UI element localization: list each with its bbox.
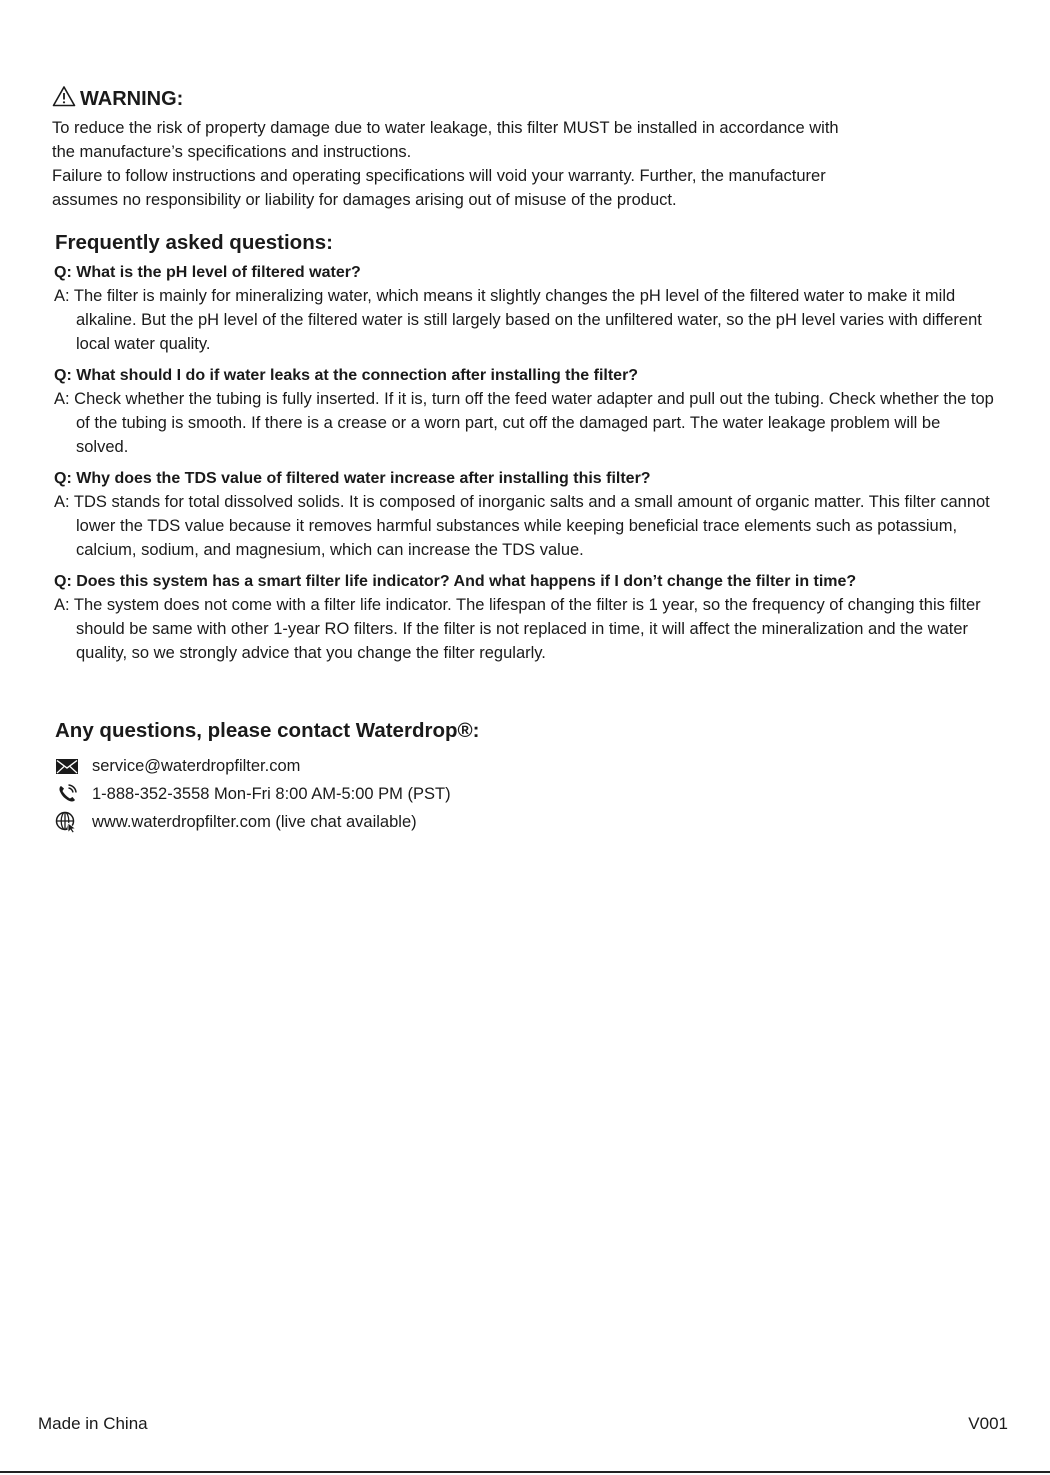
faq-answer: A: The system does not come with a filter life indicator. The lifespan of the filter is 1 year, so the frequency of changing this filter should be same with other 1-year RO filters. If the filter is not replaced in time, it will affect the mineralization and the water quality, so we strongly advice that you change the filter regularly.: [54, 596, 981, 662]
faq-question: Q: What should I do if water leaks at the connection after installing the filter?: [54, 367, 639, 384]
faq-item: [54, 365, 994, 459]
warning-title: WARNING:: [80, 87, 184, 110]
warning-line: assumes no responsibility or liability for damages arising out of misuse of the product.: [52, 191, 677, 209]
contact-heading: Any questions, please contact Waterdrop®:: [55, 719, 480, 742]
envelope-icon: [54, 756, 80, 776]
faq-answer: A: The filter is mainly for mineralizing water, which means it slightly changes the pH level of the filtered water to make it mild alkaline. But the pH level of the filtered water is still largely based on the unfiltered water, so the pH level varies with different local water quality.: [54, 287, 982, 353]
warning-section: [52, 84, 992, 212]
globe-cursor-icon: [54, 812, 80, 832]
faq-answer: A: Check whether the tubing is fully inserted. If it is, turn off the feed water adapter and pull out the tubing. Check whether the top of the tubing is smooth. If there is a crease or a worn part, cut off the damaged part. The water leakage problem will be solved.: [54, 390, 994, 456]
faq-question: Q: Why does the TDS value of filtered water increase after installing this filter?: [54, 470, 651, 487]
contact-email[interactable]: service@waterdropfilter.com: [92, 756, 301, 775]
version-label: V001: [968, 1414, 1008, 1433]
warning-line: the manufacture’s specifications and instructions.: [52, 143, 412, 161]
contact-website-row: [54, 808, 754, 836]
contact-phone-row: [54, 780, 754, 808]
faq-item: [54, 571, 994, 665]
faq-question: Q: What is the pH level of filtered water?: [54, 264, 361, 281]
warning-heading: [52, 84, 992, 114]
contact-phone[interactable]: 1-888-352-3558 Mon-Fri 8:00 AM-5:00 PM (PST): [92, 784, 451, 803]
faq-heading: Frequently asked questions:: [55, 231, 333, 254]
contact-email-row: [54, 752, 754, 780]
faq-item: [54, 468, 994, 562]
warning-line: To reduce the risk of property damage due to water leakage, this filter MUST be installed in accordance with: [52, 119, 839, 137]
contact-section: [54, 716, 754, 836]
phone-icon: [54, 784, 80, 804]
faq-answer: A: TDS stands for total dissolved solids. It is composed of inorganic salts and a small amount of organic matter. This filter cannot lower the TDS value because it removes harmful substances while keeping beneficial trace elements such as potassium, calcium, sodium, and magnesium, which can increase the TDS value.: [54, 493, 990, 559]
contact-website[interactable]: www.waterdropfilter.com (live chat available): [92, 812, 417, 831]
faq-section: [54, 228, 994, 674]
made-in-label: Made in China: [38, 1414, 148, 1433]
faq-item: [54, 262, 994, 356]
warning-triangle-icon: [52, 85, 80, 113]
warning-line: Failure to follow instructions and operating specifications will void your warranty. Further, the manufacturer: [52, 167, 826, 185]
warning-text: [52, 116, 992, 212]
faq-question: Q: Does this system has a smart filter life indicator? And what happens if I don’t change the filter in time?: [54, 573, 857, 590]
bottom-divider: [0, 1471, 1050, 1473]
